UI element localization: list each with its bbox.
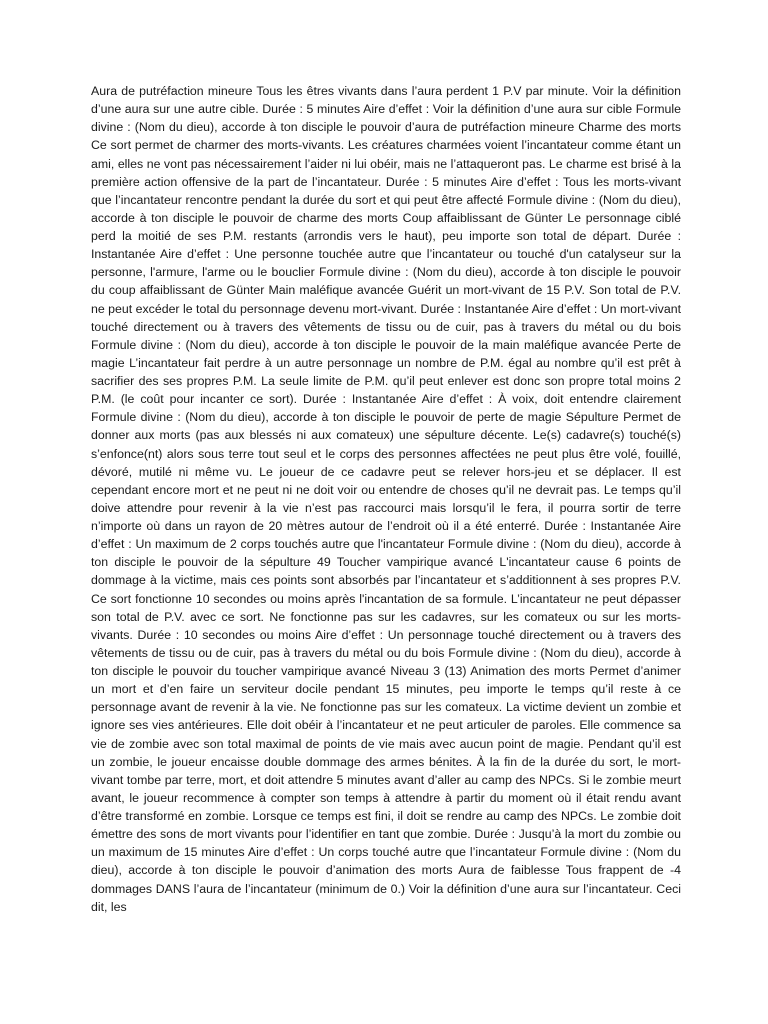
body-paragraph: Aura de putréfaction mineure Tous les êtres vivants dans l’aura perdent 1 P.V par minute. Voir la définition d’une aura sur une autre cible. Durée : 5 minutes Aire d’effet : Voir la définition d’une aura sur cible Formule divine : (Nom du dieu), accorde à ton disciple le pouvoir d’aura de putréfaction mineure Charme des morts Ce sort permet de charmer des morts-vivants. Les créatures charmées voient l’incantateur comme étant un ami, elles ne vont pas nécessairement l’aider ni lui obéir, mais ne l’attaqueront pas. Le charme est brisé à la première action offensive de la part de l’incantateur. Durée : 5 minutes Aire d’effet : Tous les morts-vivant que l’incantateur rencontre pendant la durée du sort et qui peut être affecté Formule divine : (Nom du dieu), accorde à ton disciple le pouvoir de charme des morts Coup affaiblissant de Günter Le personnage ciblé perd la moitié de ses P.M. restants (arrondis vers le haut), peu importe son total de départ. Durée : Instantanée Aire d’effet : Une personne touchée autre que l’incantateur ou touché d'un catalyseur sur la personne, l'armure, l'arme ou le bouclier Formule divine : (Nom du dieu), accorde à ton disciple le pouvoir du coup affaiblissant de Günter Main maléfique avancée Guérit un mort-vivant de 15 P.V. Son total de P.V. ne peut excéder le total du personnage devenu mort-vivant. Durée : Instantanée Aire d’effet : Un mort-vivant touché directement ou à travers des vêtements de tissu ou de cuir, pas à travers du métal ou du bois Formule divine : (Nom du dieu), accorde à ton disciple le pouvoir de la main maléfique avancée Perte de magie L’incantateur fait perdre à un autre personnage un nombre de P.M. égal au nombre qu’il est prêt à sacrifier des ses propres P.M. La seule limite de P.M. qu’il peut enlever est donc son propre total moins 2 P.M. (le coût pour incanter ce sort). Durée : Instantanée Aire d’effet : À voix, doit entendre clairement Formule divine : (Nom du dieu), accorde à ton disciple le pouvoir de perte de magie Sépulture Permet de donner aux morts (pas aux blessés ni aux comateux) une sépulture décente. Le(s) cadavre(s) touché(s) s’enfonce(nt) alors sous terre tout seul et le corps des personnes affectées ne peut plus être volé, fouillé, dévoré, mutilé ni même vu. Le joueur de ce cadavre peut se relever hors-jeu et se déplacer. Il est cependant encore mort et ne peut ni ne doit voir ou entendre de choses qu’il ne devrait pas. Le temps qu’il doive attendre pour revenir à la vie n’est pas raccourci mais lorsqu’il le fera, il pourra sortir de terre n’importe où dans un rayon de 20 mètres autour de l’endroit où il a été enterré. Durée : Instantanée Aire d’effet : Un maximum de 2 corps touchés autre que l'incantateur Formule divine : (Nom du dieu), accorde à ton disciple le pouvoir de la sépulture 49 Toucher vampirique avancé L'incantateur cause 6 points de dommage à la victime, mais ces points sont absorbés par l’incantateur et s’additionnent à ses propres P.V. Ce sort fonctionne 10 secondes ou moins après l'incantation de sa formule. L’incantateur ne peut dépasser son total de P.V. avec ce sort. Ne fonctionne pas sur les cadavres, sur les comateux ou sur les morts-vivants. Durée : 10 secondes ou moins Aire d’effet : Un personnage touché directement ou à travers des vêtements de tissu ou de cuir, pas à travers du métal ou du bois Formule divine : (Nom du dieu), accorde à ton disciple le pouvoir du toucher vampirique avancé Niveau 3 (13) Animation des morts Permet d’animer un mort et d’en faire un serviteur docile pendant 15 minutes, peu importe le temps qu’il reste à ce personnage avant de revenir à la vie. Ne fonctionne pas sur les comateux. La victime devient un zombie et ignore ses vies antérieures. Elle doit obéir à l’incantateur et ne peut articuler de paroles. Elle commence sa vie de zombie avec son total maximal de points de vie mais avec aucun point de magie. Pendant qu’il est un zombie, le joueur encaisse double dommage des armes bénites. À la fin de la durée du sort, le mort-vivant tombe par terre, mort, et doit attendre 5 minutes avant d’aller au camp des NPCs. Si le zombie meurt avant, le joueur recommence à compter son temps à attendre à partir du moment où il était rendu avant d’être transformé en zombie. Lorsque ce temps est fini, il doit se rendre au camp des NPCs. Le zombie doit émettre des sons de mort vivants pour l’identifier en tant que zombie. Durée : Jusqu’à la mort du zombie ou un maximum de 15 minutes Aire d’effet : Un corps touché autre que l’incantateur Formule divine : (Nom du dieu), accorde à ton disciple le pouvoir d’animation des morts Aura de faiblesse Tous frappent de -4 dommages DANS l’aura de l’incantateur (minimum de 0.) Voir la définition d’une aura sur l’incantateur. Ceci dit, les xyxy=(91,84,681,914)
